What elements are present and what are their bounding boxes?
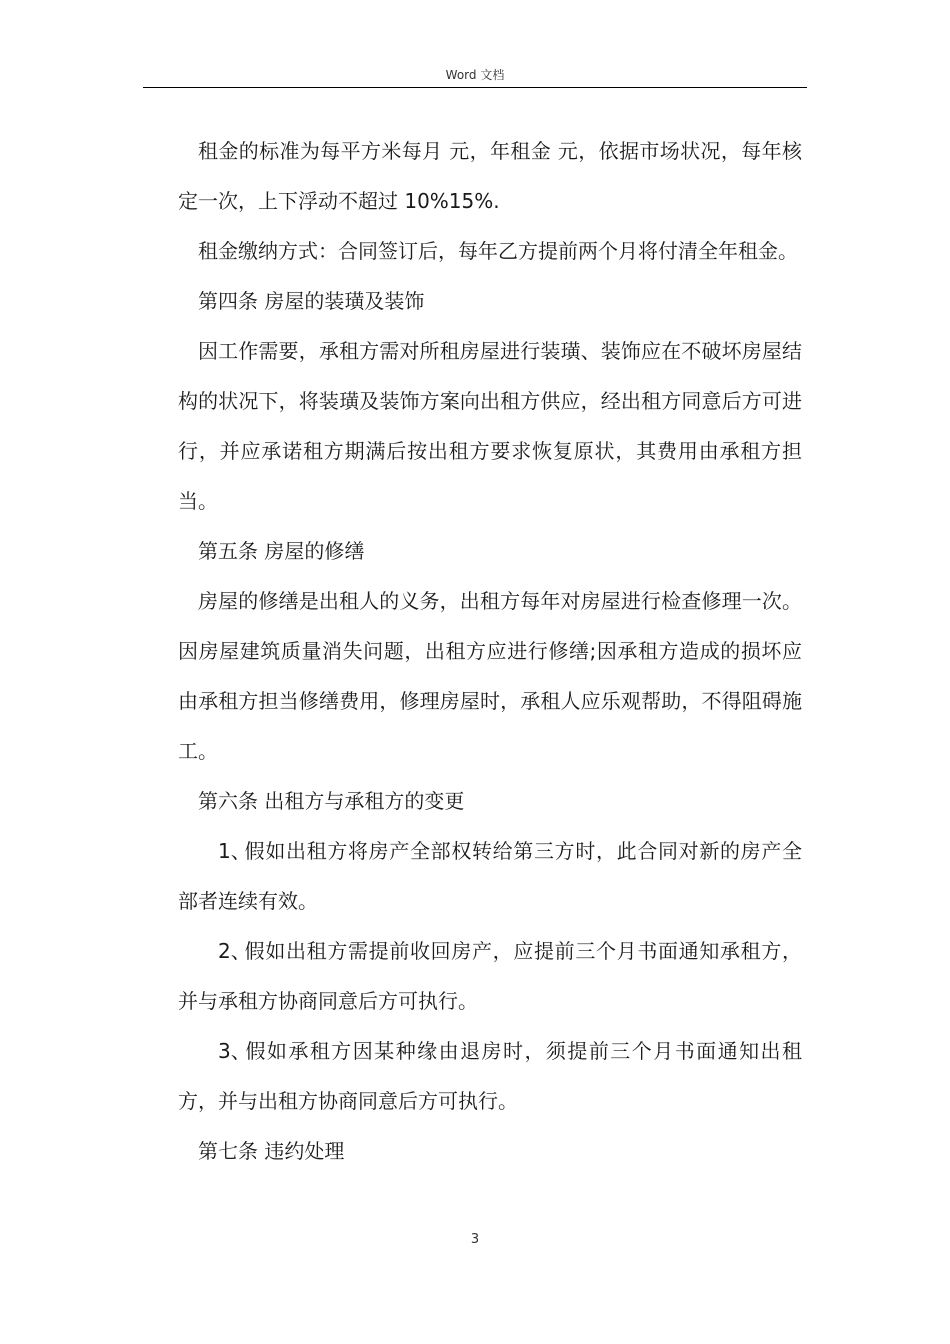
section-heading-article-6: 第六条 出租方与承租方的变更 (198, 789, 465, 813)
item-text: 假如出租方将房产全部权转给第三方时，此合同对新的房产全部者连续有效。 (178, 839, 802, 913)
item-text: 假如出租方需提前收回房产，应提前三个月书面通知承租方，并与承租方协商同意后方可执行。 (178, 939, 802, 1013)
document-body (178, 126, 802, 1176)
numbered-item (178, 1026, 802, 1126)
item-number: 1、 (218, 839, 251, 863)
item-number: 3、 (218, 1039, 251, 1063)
section-heading-article-5: 第五条 房屋的修缮 (198, 539, 365, 563)
paragraph-renovation: 因工作需要，承租方需对所租房屋进行装璜、装饰应在不破坏房屋结构的状况下，将装璜及装饰方案向出租方供应，经出租方同意后方可进行，并应承诺租方期满后按出租方要求恢复原状，其费用由承租方担当。 (178, 339, 802, 513)
page-number: 3 (470, 1232, 480, 1247)
numbered-item (178, 926, 802, 1026)
section-heading-article-7: 第七条 违约处理 (198, 1139, 345, 1163)
header-rule (143, 87, 807, 88)
paragraph-rent-standard: 租金的标准为每平方米每月 元，年租金 元，依据市场状况，每年核定一次，上下浮动不超过 10%15%. (178, 139, 802, 213)
section-heading-article-4: 第四条 房屋的装璜及装饰 (198, 289, 425, 313)
item-number: 2、 (218, 939, 251, 963)
item-text: 假如承租方因某种缘由退房时，须提前三个月书面通知出租方，并与出租方协商同意后方可执行。 (178, 1039, 802, 1113)
paragraph-rent-payment: 租金缴纳方式：合同签订后，每年乙方提前两个月将付清全年租金。 (198, 239, 798, 263)
paragraph-repairs: 房屋的修缮是出租人的义务，出租方每年对房屋进行检查修理一次。因房屋建筑质量消失问题，出租方应进行修缮;因承租方造成的损坏应由承租方担当修缮费用，修理房屋时，承租人应乐观帮助，不得阻碍施工。 (178, 589, 802, 763)
page-header-title: Word 文档 (445, 68, 505, 82)
numbered-item (178, 826, 802, 926)
